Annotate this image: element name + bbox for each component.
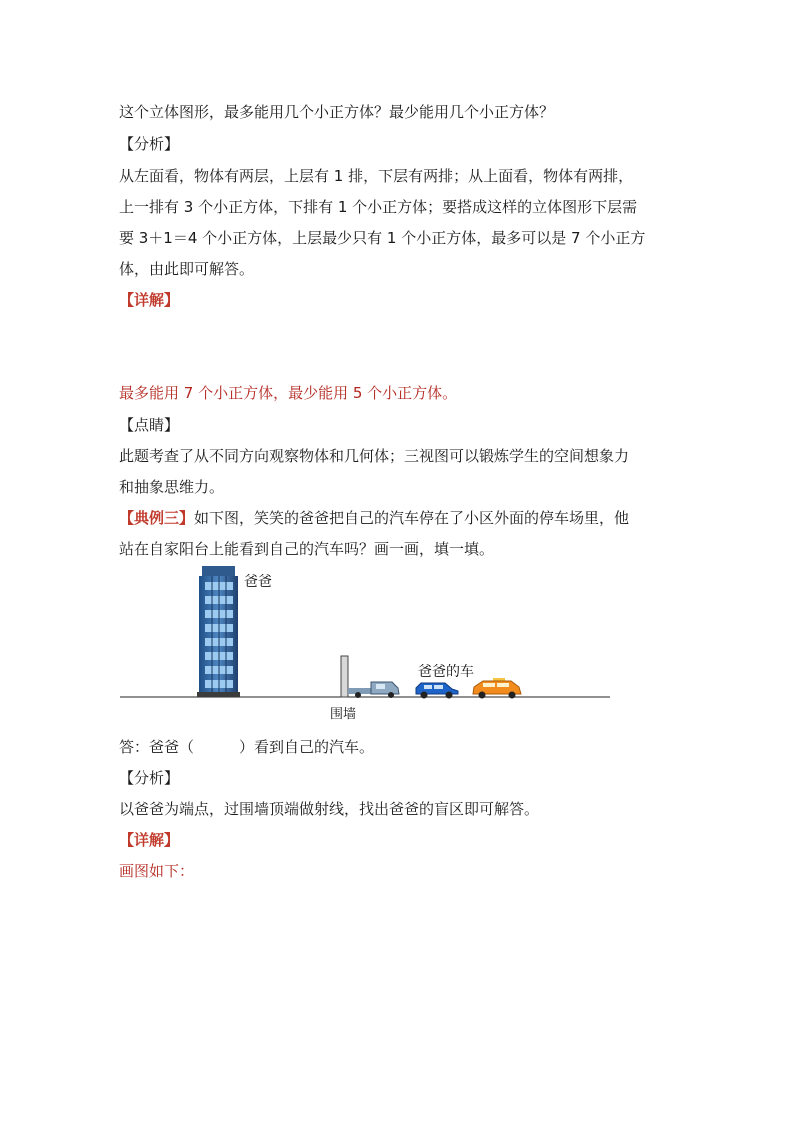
example-text: 如下图，笑笑的爸爸把自己的汽车停在了小区外面的停车场里，他 — [194, 509, 630, 527]
example-line: 站在自家阳台上能看到自己的汽车吗？画一画，填一填。 — [119, 540, 495, 558]
analysis2-text: 以爸爸为端点，过围墙顶端做射线，找出爸爸的盲区即可解答。 — [119, 800, 540, 818]
truck-icon — [348, 682, 399, 698]
comment-header: 【点睛】 — [119, 416, 180, 434]
parking-figure — [115, 560, 615, 734]
comment-line: 和抽象思维力。 — [119, 478, 225, 496]
example-tag: 【典例三】 — [119, 509, 195, 527]
building-icon — [197, 566, 240, 697]
analysis-line: 体，由此即可解答。 — [119, 260, 255, 278]
comment-line: 此题考查了从不同方向观察物体和几何体；三视图可以锻炼学生的空间想象力 — [119, 447, 630, 465]
car-label: 爸爸的车 — [418, 664, 474, 680]
wall-label: 围墙 — [330, 707, 357, 722]
example-line — [119, 508, 629, 528]
detail-answer: 最多能用 7 个小正方体，最少能用 5 个小正方体。 — [119, 384, 458, 402]
detail2-text: 画图如下： — [119, 862, 195, 880]
detail2-header: 【详解】 — [119, 831, 180, 849]
analysis-header: 【分析】 — [119, 135, 180, 153]
dad-label: 爸爸 — [244, 574, 272, 590]
parking-scene-svg — [115, 560, 615, 730]
analysis-line: 要 3＋1＝4 个小正方体，上层最少只有 1 个小正方体，最多可以是 7 个小正方 — [119, 229, 646, 247]
analysis2-header: 【分析】 — [119, 769, 180, 787]
analysis-line: 从左面看，物体有两层，上层有 1 排，下层有两排；从上面看，物体有两排， — [119, 167, 634, 185]
answer-line: 答：爸爸（ ）看到自己的汽车。 — [119, 738, 375, 756]
question-text: 这个立体图形，最多能用几个小正方体？最少能用几个小正方体？ — [119, 103, 555, 121]
dad-car-icon — [416, 683, 458, 699]
taxi-icon — [473, 678, 521, 699]
analysis-line: 上一排有 3 个小正方体，下排有 1 个小正方体；要搭成这样的立体图形下层需 — [119, 198, 638, 216]
detail-header: 【详解】 — [119, 291, 180, 309]
wall — [341, 656, 348, 697]
